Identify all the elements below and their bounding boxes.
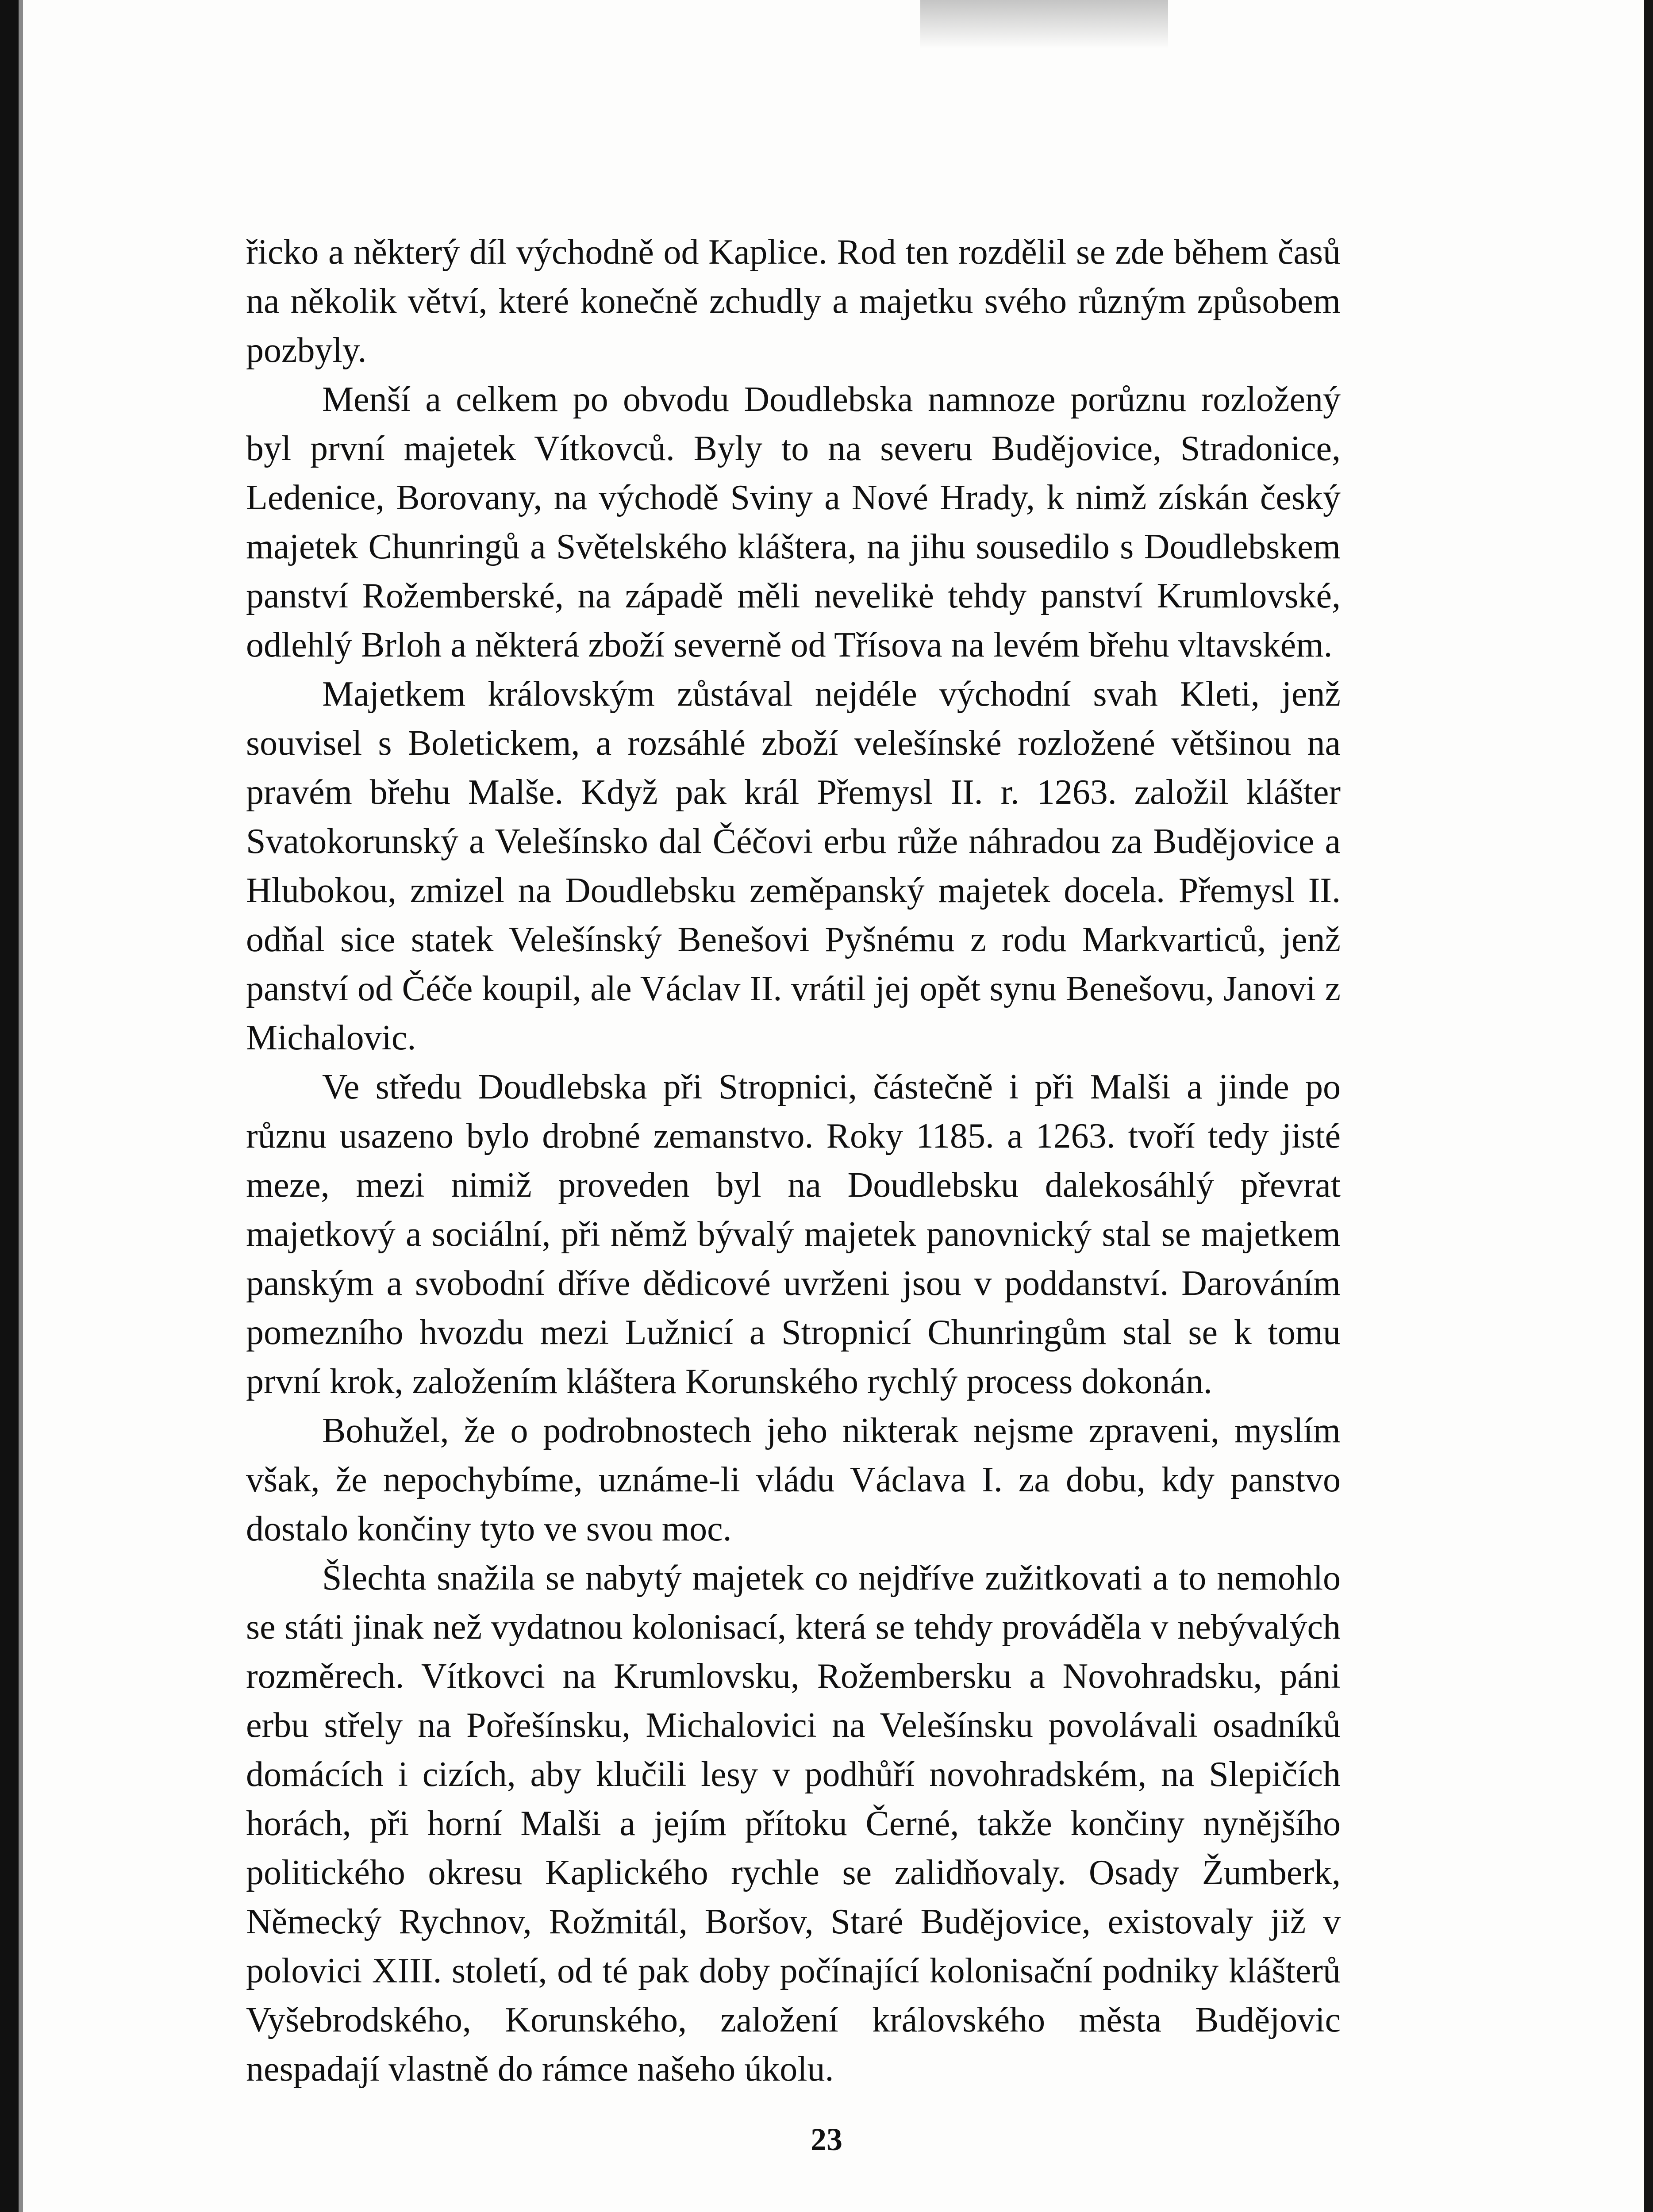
paragraph-5: Bohužel, že o podrobnostech jeho nikterak nejsme zpraveni, myslím však, že nepochybíme, uznáme-li vládu Václava I. za dobu, kdy panstvo dostalo končiny tyto ve svou moc.: [246, 1411, 1341, 1548]
paragraph-1: řicko a některý díl východně od Kaplice. Rod ten rozdělil se zde během časů na několik větví, které konečně zchudly a majetku svého různým způsobem pozbyly.: [246, 233, 1341, 370]
paragraph-4: Ve středu Doudlebska při Stropnici, částečně i při Malši a jinde po různu usazeno bylo drobné zemanstvo. Roky 1185. a 1263. tvoří tedy jisté meze, mezi nimiž proveden byl na Doudlebsku dalekosáhlý převrat majetkový a sociální, při němž bývalý majetek panovnický stal se majetkem panským a svobodní dříve dědicové uvrženi jsou v poddanství. Darováním pomezního hvozdu mezi Lužnicí a Stropnicí Chunringům stal se k tomu první krok, založením kláštera Korunského rychlý process dokonán.: [246, 1068, 1341, 1401]
page-number: 23: [811, 2122, 842, 2157]
paragraph-3: Majetkem královským zůstával nejdéle východní svah Kleti, jenž souvisel s Boletickem, a rozsáhlé zboží velešínské rozložené většinou na pravém břehu Malše. Když pak král Přemysl II. r. 1263. založil klášter Svatokorunský a Velešínsko dal Čéčovi erbu růže náhradou za Budějovice a Hlubokou, zmizel na Doudlebsku zeměpanský majetek docela. Přemysl II. odňal sice statek Velešínský Benešovi Pyšnému z rodu Markvarticů, jenž panství od Čéče koupil, ale Václav II. vrátil jej opět synu Benešovu, Janovi z Michalovic.: [246, 675, 1341, 1057]
scan-smudge: [920, 0, 1168, 49]
paragraph-6: Šlechta snažila se nabytý majetek co nejdříve zužitkovati a to nemohlo se státi jinak než vydatnou kolonisací, která se tehdy prováděla v nebývalých rozměrech. Vítkovci na Krumlovsku, Rožembersku a Novohradsku, páni erbu střely na Pořešínsku, Michalovici na Velešínsku povolávali osadníků domácích i cizích, aby klučili lesy v podhůří novohradském, na Slepičích horách, při horní Malši a jejím přítoku Černé, takže končiny nynějšího politického okresu Kaplického rychle se zalidňovaly. Osady Žumberk, Německý Rychnov, Rožmitál, Boršov, Staré Budějovice, existovaly již v polovici XIII. století, od té pak doby počínající kolonisační podniky klášterů Vyšebrodského, Korunského, založení královského města Budějovic nespadají vlastně do rámce našeho úkolu.: [246, 1559, 1341, 2089]
scan-edge-right: [1644, 0, 1653, 2212]
scan-edge-left: [0, 0, 19, 2212]
body-text: [246, 228, 1341, 2094]
scan-edge-left-shadow: [19, 0, 23, 2212]
paragraph-2: Menší a celkem po obvodu Doudlebska namnoze porůznu rozložený byl první majetek Vítkovců. Byly to na severu Budějovice, Stradonice, Ledenice, Borovany, na východě Sviny a Nové Hrady, k nimž získán český majetek Chunringů a Světelského kláštera, na jihu sousedilo s Doudlebskem panství Rožemberské, na západě měli nevelikė tehdy panství Krumlovské, odlehlý Brloh a některá zboží severně od Třísova na levém břehu vltavském.: [246, 380, 1341, 664]
